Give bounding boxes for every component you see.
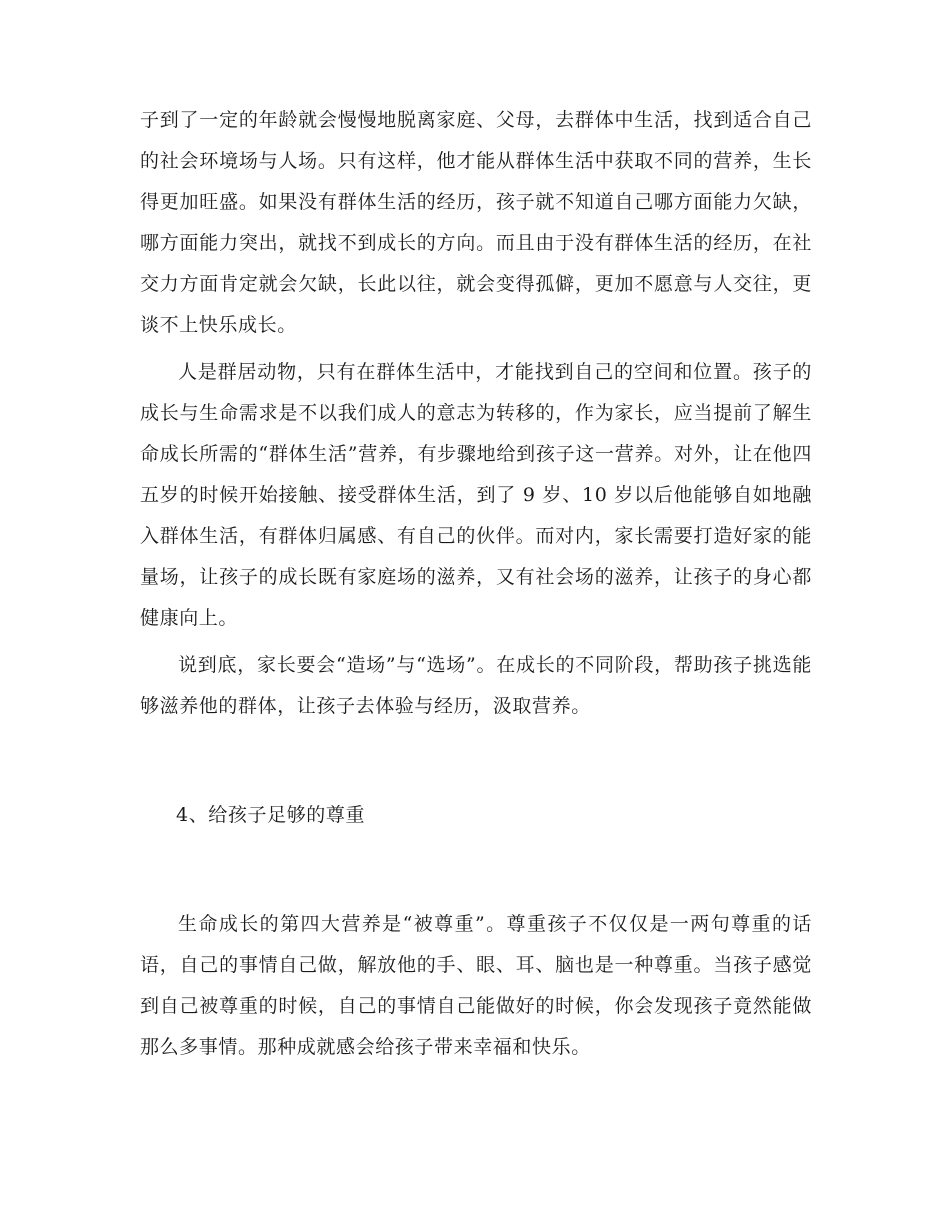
paragraph-group-living: 人是群居动物，只有在群体生活中，才能找到自己的空间和位置。孩子的成长与生命需求是不以我们成人的意志为转移的，作为家长，应当提前了解生命成长所需的“群体生活”营养，有步骤地给到孩子这一营养。对外，让在他四五岁的时候开始接触、接受群体生活，到了 9 岁、10 岁以后他能够自如地融入群体生活，有群体归属感、有自己的伙伴。而对内，家长需要打造好家的能量场，让孩子的成长既有家庭场的滋养，又有社会场的滋养，让孩子的身心都健康向上。 <box>140 361 812 629</box>
section-heading: 4、给孩子足够的尊重 <box>176 804 366 826</box>
paragraph-continued: 子到了一定的年龄就会慢慢地脱离家庭、父母，去群体中生活，找到适合自己的社会环境场与人场。只有这样，他才能从群体生活中获取不同的营养，生长得更加旺盛。如果没有群体生活的经历，孩子就不知道自己哪方面能力欠缺，哪方面能力突出，就找不到成长的方向。而且由于没有群体生活的经历，在社交力方面肯定就会欠缺，长此以往，就会变得孤僻，更加不愿意与人交往，更谈不上快乐成长。 <box>140 109 812 336</box>
section-spacer <box>140 836 812 904</box>
paragraph-respect: 生命成长的第四大营养是“被尊重”。尊重孩子不仅仅是一两句尊重的话语，自己的事情自己做，解放他的手、眼、耳、脑也是一种尊重。当孩子感觉到自己被尊重的时候，自己的事情自己能做好的时候，你会发现孩子竟然能做那么多事情。那种成就感会给孩子带来幸福和快乐。 <box>140 913 812 1058</box>
section-spacer <box>140 727 812 795</box>
paragraph-choose-field: 说到底，家长要会“造场”与“选场”。在成长的不同阶段，帮助孩子挑选能够滋养他的群体，让孩子去体验与经历，汲取营养。 <box>140 654 812 717</box>
